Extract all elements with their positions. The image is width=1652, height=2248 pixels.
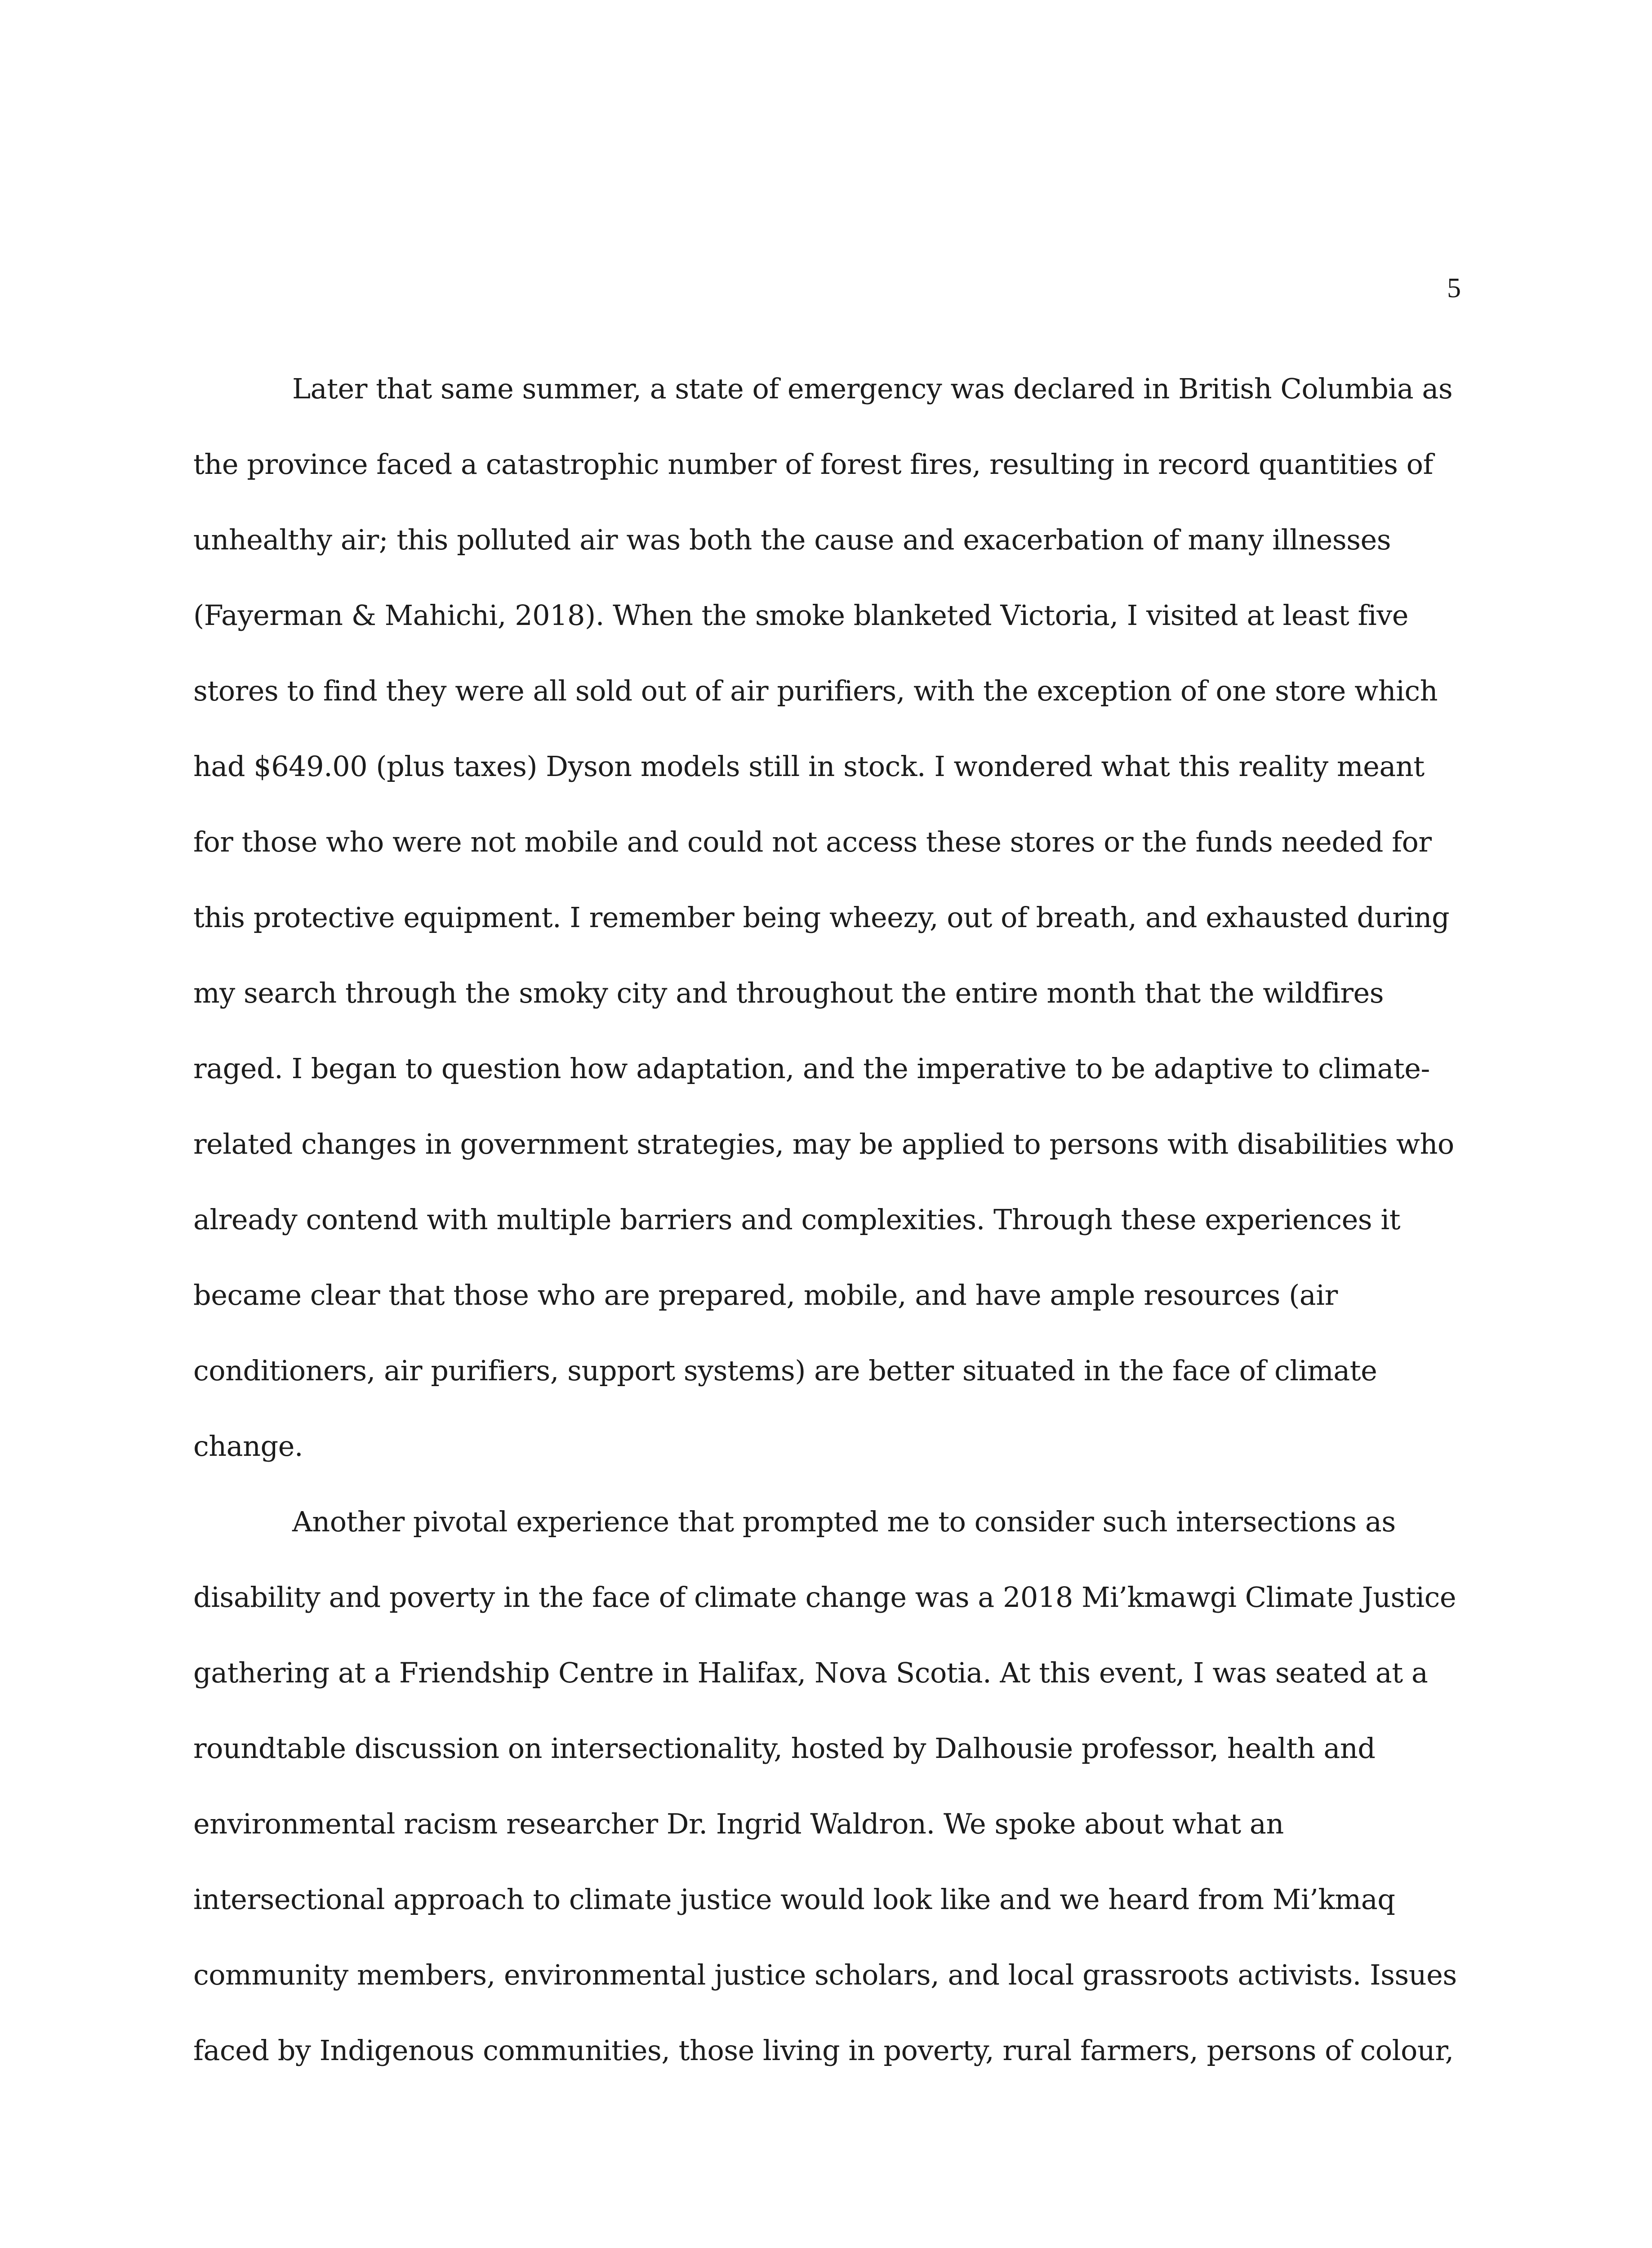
paragraph-line: raged. I began to question how adaptation, and the imperative to be adaptive to climate- xyxy=(193,1052,1430,1085)
paragraph-line: environmental racism researcher Dr. Ingrid Waldron. We spoke about what an xyxy=(193,1807,1284,1840)
paragraph-line: Later that same summer, a state of emergency was declared in British Columbia as xyxy=(292,372,1453,405)
paragraph-line: my search through the smoky city and throughout the entire month that the wildfires xyxy=(193,977,1384,1009)
paragraph-line: this protective equipment. I remember being wheezy, out of breath, and exhausted during xyxy=(193,901,1450,934)
paragraph-line: (Fayerman & Mahichi, 2018). When the smoke blanketed Victoria, I visited at least five xyxy=(193,599,1408,632)
paragraph-line: for those who were not mobile and could not access these stores or the funds needed for xyxy=(193,825,1432,858)
paragraph-line: conditioners, air purifiers, support systems) are better situated in the face of climate xyxy=(193,1354,1377,1387)
paragraph-line: the province faced a catastrophic number of forest fires, resulting in record quantities of xyxy=(193,448,1433,481)
paragraph-line: Another pivotal experience that prompted me to consider such intersections as xyxy=(292,1505,1396,1538)
paragraph-line: became clear that those who are prepared, mobile, and have ample resources (air xyxy=(193,1279,1338,1311)
paragraph-line: had $649.00 (plus taxes) Dyson models still in stock. I wondered what this reality meant xyxy=(193,750,1425,783)
paragraph-line: related changes in government strategies, may be applied to persons with disabilities who xyxy=(193,1128,1454,1160)
paragraph-line: community members, environmental justice scholars, and local grassroots activists. Issues xyxy=(193,1958,1457,1991)
paragraph-line: intersectional approach to climate justice would look like and we heard from Mi’kmaq xyxy=(193,1883,1395,1916)
paragraph-line: faced by Indigenous communities, those living in poverty, rural farmers, persons of colour, xyxy=(193,2034,1454,2067)
paragraph-line: unhealthy air; this polluted air was both the cause and exacerbation of many illnesses xyxy=(193,523,1391,556)
paragraph-line: disability and poverty in the face of climate change was a 2018 Mi’kmawgi Climate Justice xyxy=(193,1581,1456,1614)
paragraph-line: already contend with multiple barriers and complexities. Through these experiences it xyxy=(193,1203,1401,1236)
paragraph-line: change. xyxy=(193,1430,303,1463)
paragraph-line: gathering at a Friendship Centre in Halifax, Nova Scotia. At this event, I was seated at a xyxy=(193,1656,1428,1689)
paragraph-line: roundtable discussion on intersectionality, hosted by Dalhousie professor, health and xyxy=(193,1732,1376,1765)
page-number: 5 xyxy=(1447,273,1461,303)
paragraph-line: stores to find they were all sold out of air purifiers, with the exception of one store which xyxy=(193,674,1438,707)
